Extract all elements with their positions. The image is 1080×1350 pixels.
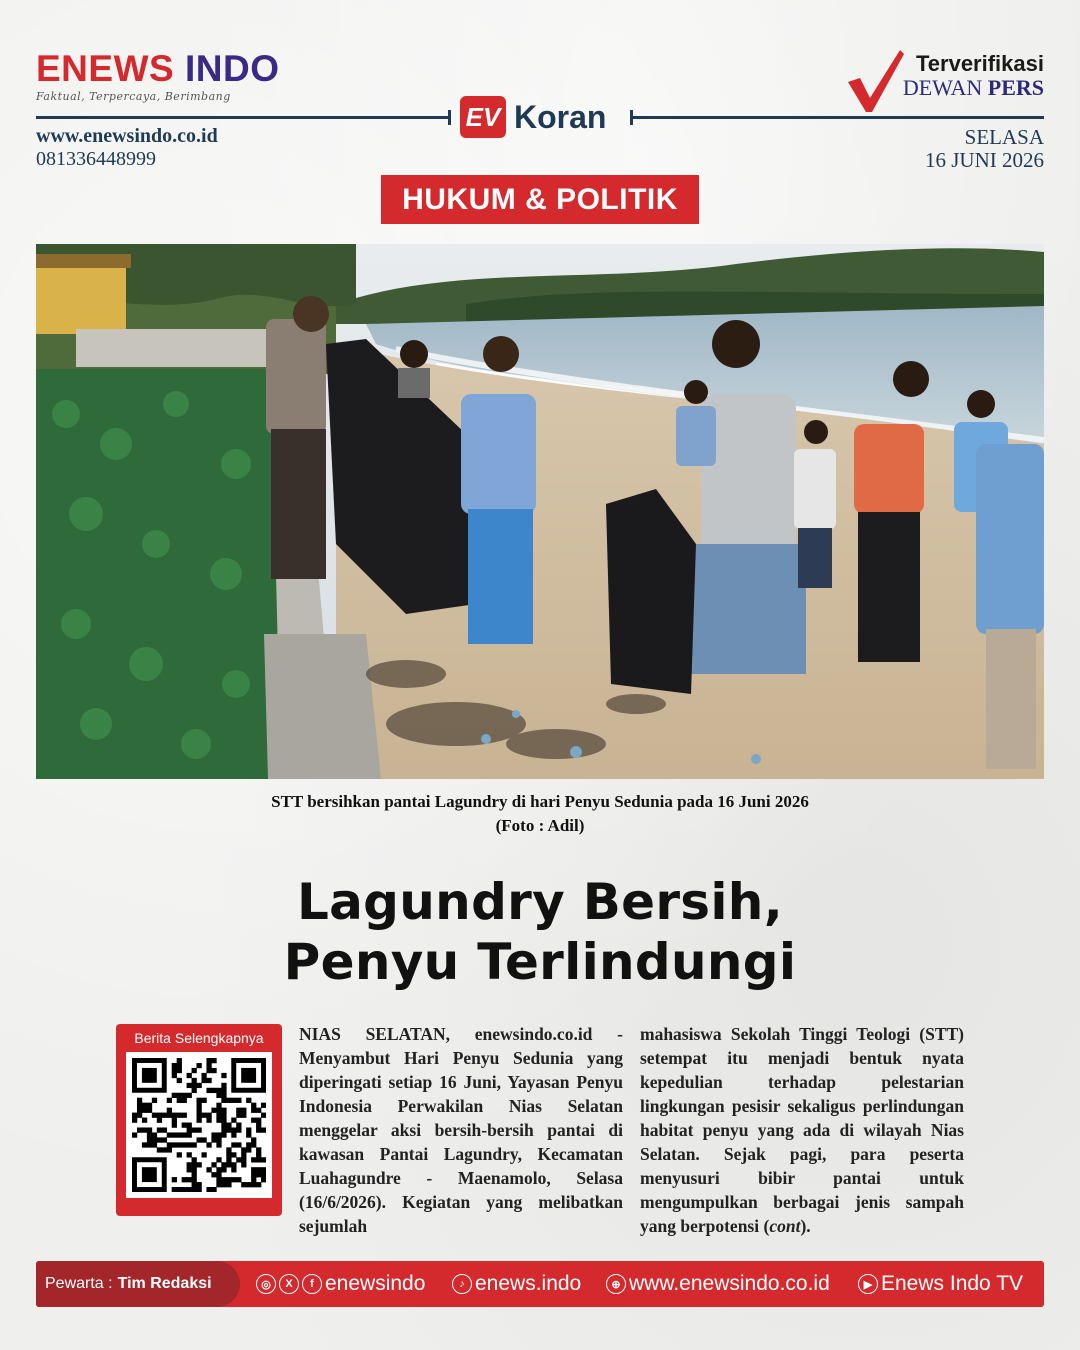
rule-cap-left	[448, 110, 451, 125]
x-icon: X	[279, 1274, 299, 1294]
qr-code[interactable]	[126, 1052, 272, 1198]
column-2-end: ).	[800, 1216, 811, 1236]
social-handle-link[interactable]	[256, 1261, 425, 1307]
column-2-cont: cont	[769, 1216, 801, 1236]
edition-label	[460, 96, 606, 138]
beach-cleanup-photo	[36, 244, 1044, 779]
verified-pers: PERS	[987, 75, 1044, 101]
reporter-label: Pewarta :	[45, 1275, 113, 1292]
tiktok-icon: ♪	[452, 1274, 472, 1294]
tiktok-link[interactable]	[452, 1261, 581, 1307]
social-handle-text: enewsindo	[325, 1272, 426, 1295]
logo-wordmark	[36, 50, 279, 87]
facebook-icon: f	[302, 1274, 322, 1294]
logo-part-enews: ENEWS	[36, 48, 175, 89]
qr-code-icon	[132, 1058, 266, 1192]
headline-line-2: Penyu Terlindungi	[283, 933, 797, 991]
youtube-text: Enews Indo TV	[881, 1272, 1024, 1295]
issue-day: SELASA	[964, 125, 1044, 149]
headline-line-1: Lagundry Bersih,	[296, 873, 783, 931]
article-photo	[36, 244, 1044, 779]
caption-credit: (Foto : Adil)	[495, 816, 585, 835]
verified-line-1: Terverifikasi	[915, 51, 1044, 76]
website-text: www.enewsindo.co.id	[629, 1272, 830, 1295]
website-link[interactable]	[606, 1261, 830, 1307]
edition-text: Koran	[514, 98, 607, 135]
article-column-1: NIAS SELATAN, enewsindo.co.id - Menyambut Hari Penyu Sedunia yang diperingati setiap 16 Juni, Yayasan Penyu Indonesia Perwakilan Nias Selatan menggelar aksi bersih-bersih pantai di kawasan Pantai Lagundry, Kecamatan Luahagundre - Maenamolo, Selasa (16/6/2026). Kegiatan yang melibatkan sejumlah	[299, 1024, 623, 1236]
column-2-text: mahasiswa Sekolah Tinggi Teologi (STT) setempat itu menjadi bentuk nyata kepedulian terhadap pelestarian lingkungan pesisir sekaligus perlindungan habitat penyu yang ada di wilayah Nias Selatan. Sejak pagi, para peserta menyusuri bibir pantai untuk mengumpulkan berbagai jenis sampah yang berpotensi (	[640, 1024, 964, 1236]
masthead-logo	[36, 50, 279, 103]
ev-logo-icon: EV	[460, 96, 506, 138]
footer-bar	[36, 1261, 1044, 1307]
photo-caption	[36, 790, 1044, 838]
reporter-credit	[36, 1261, 240, 1307]
youtube-link[interactable]	[858, 1261, 1023, 1307]
logo-part-indo: INDO	[174, 48, 280, 89]
caption-text: STT bersihkan pantai Lagundry di hari Penyu Sedunia pada 16 Juni 2026	[271, 792, 809, 811]
qr-panel[interactable]	[116, 1024, 282, 1216]
reporter-name: Tim Redaksi	[117, 1275, 212, 1292]
masthead-website[interactable]: www.enewsindo.co.id	[36, 125, 218, 147]
qr-label: Berita Selengkapnya	[134, 1030, 264, 1046]
category-badge: HUKUM & POLITIK	[381, 175, 699, 224]
article-column-2	[640, 1022, 964, 1238]
instagram-icon: ◎	[256, 1274, 276, 1294]
checkmark-icon	[844, 48, 906, 114]
masthead-rule-left	[36, 116, 450, 119]
masthead-rule-right	[630, 116, 1044, 119]
verified-badge	[844, 52, 1044, 114]
logo-tagline: Faktual, Terpercaya, Berimbang	[36, 90, 231, 103]
article-headline	[36, 872, 1044, 992]
youtube-icon: ▶	[858, 1274, 878, 1294]
globe-icon: ⊕	[606, 1274, 626, 1294]
masthead-phone: 081336448999	[36, 148, 156, 170]
tiktok-text: enews.indo	[475, 1272, 582, 1295]
verified-dewan: DEWAN	[902, 75, 988, 101]
rule-cap-right	[630, 110, 633, 125]
issue-date: 16 JUNI 2026	[925, 148, 1044, 172]
